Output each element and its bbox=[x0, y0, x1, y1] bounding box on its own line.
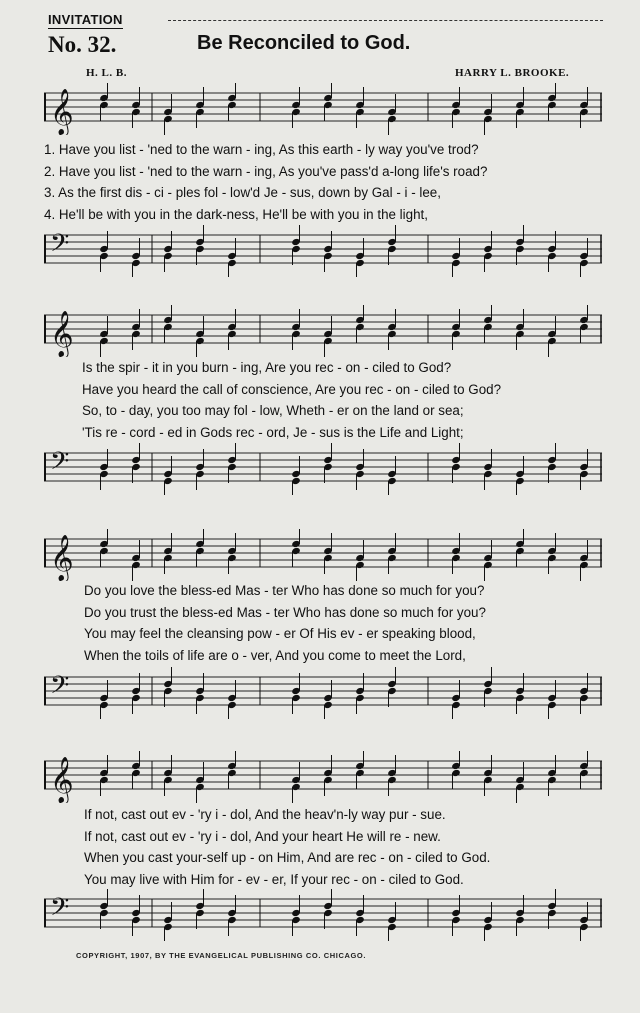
treble-clef-icon: 𝄞 bbox=[50, 89, 74, 135]
music-system-1 bbox=[44, 80, 602, 280]
treble-clef-icon: 𝄞 bbox=[50, 311, 74, 357]
music-system-4 bbox=[44, 746, 602, 946]
treble-staff bbox=[44, 529, 602, 581]
lyric-line: If not, cast out ev - 'ry i - dol, And the heav'n-ly way pur - sue. bbox=[84, 807, 446, 822]
lyric-line: When you cast your-self up - on Him, And are rec - on - ciled to God. bbox=[84, 850, 491, 865]
lyric-line: 4. He'll be with you in the dark-ness, He'll be with you in the light, bbox=[44, 206, 428, 222]
music-system-2 bbox=[44, 300, 602, 500]
lyric-line: Have you heard the call of conscience, Are you rec - on - ciled to God? bbox=[82, 381, 502, 397]
lyric-line: You may feel the cleansing pow - er Of His ev - er speaking blood, bbox=[84, 626, 476, 641]
bass-clef-icon: 𝄢 bbox=[50, 447, 70, 482]
bass-clef-icon: 𝄢 bbox=[50, 671, 70, 706]
bass-clef-icon: 𝄢 bbox=[50, 229, 70, 264]
treble-staff bbox=[44, 751, 602, 803]
lyric-line: 1. Have you list - 'ned to the warn - ing, As this earth - ly way you've trod? bbox=[44, 142, 479, 157]
lyric-line: Do you love the bless-ed Mas - ter Who has done so much for you? bbox=[84, 583, 485, 598]
lyric-line: 2. Have you list - 'ned to the warn - ing, As you've pass'd a-long life's road? bbox=[44, 163, 488, 179]
lyric-line: If not, cast out ev - 'ry i - dol, And your heart He will re - new. bbox=[84, 828, 441, 844]
hymn-number: No. 32. bbox=[48, 32, 117, 57]
lyric-line: So, to - day, you too may fol - low, Wheth - er on the land or sea; bbox=[82, 403, 464, 418]
hymn-title: Be Reconciled to God. bbox=[197, 32, 411, 54]
music-credit: HARRY L. BROOKE. bbox=[455, 67, 570, 79]
copyright-notice: COPYRIGHT, 1907, BY THE EVANGELICAL PUBLISHING CO. CHICAGO. bbox=[76, 951, 367, 960]
treble-staff bbox=[44, 83, 602, 135]
bass-clef-icon: 𝄢 bbox=[50, 893, 70, 928]
treble-clef-icon: 𝄞 bbox=[50, 535, 74, 581]
bass-staff bbox=[44, 889, 602, 941]
treble-clef-icon: 𝄞 bbox=[50, 757, 74, 803]
top-divider bbox=[168, 20, 603, 21]
lyrics-block-1 bbox=[44, 139, 602, 225]
bass-staff bbox=[44, 443, 602, 495]
music-system-3 bbox=[44, 524, 602, 724]
lyric-line: 'Tis re - cord - ed in Gods rec - ord, Je - sus is the Life and Light; bbox=[82, 424, 464, 440]
lyrics-block-2 bbox=[82, 357, 640, 443]
lyrics-block-4 bbox=[84, 804, 640, 890]
lyric-line: Is the spir - it in you burn - ing, Are you rec - on - ciled to God? bbox=[82, 360, 452, 375]
treble-staff bbox=[44, 305, 602, 357]
lyric-line: You may live with Him for - ev - er, If your rec - on - ciled to God. bbox=[84, 871, 464, 887]
lyric-line: 3. As the first dis - ci - ples fol - low'd Je - sus, down by Gal - i - lee, bbox=[44, 185, 441, 200]
bass-staff bbox=[44, 667, 602, 719]
lyrics-block-3 bbox=[84, 580, 640, 666]
section-label: INVITATION bbox=[48, 12, 123, 27]
words-credit: H. L. B. bbox=[86, 67, 127, 79]
lyric-line: Do you trust the bless-ed Mas - ter Who has done so much for you? bbox=[84, 604, 486, 620]
bass-staff bbox=[44, 225, 602, 277]
lyric-line: When the toils of life are o - ver, And you come to meet the Lord, bbox=[84, 647, 466, 663]
